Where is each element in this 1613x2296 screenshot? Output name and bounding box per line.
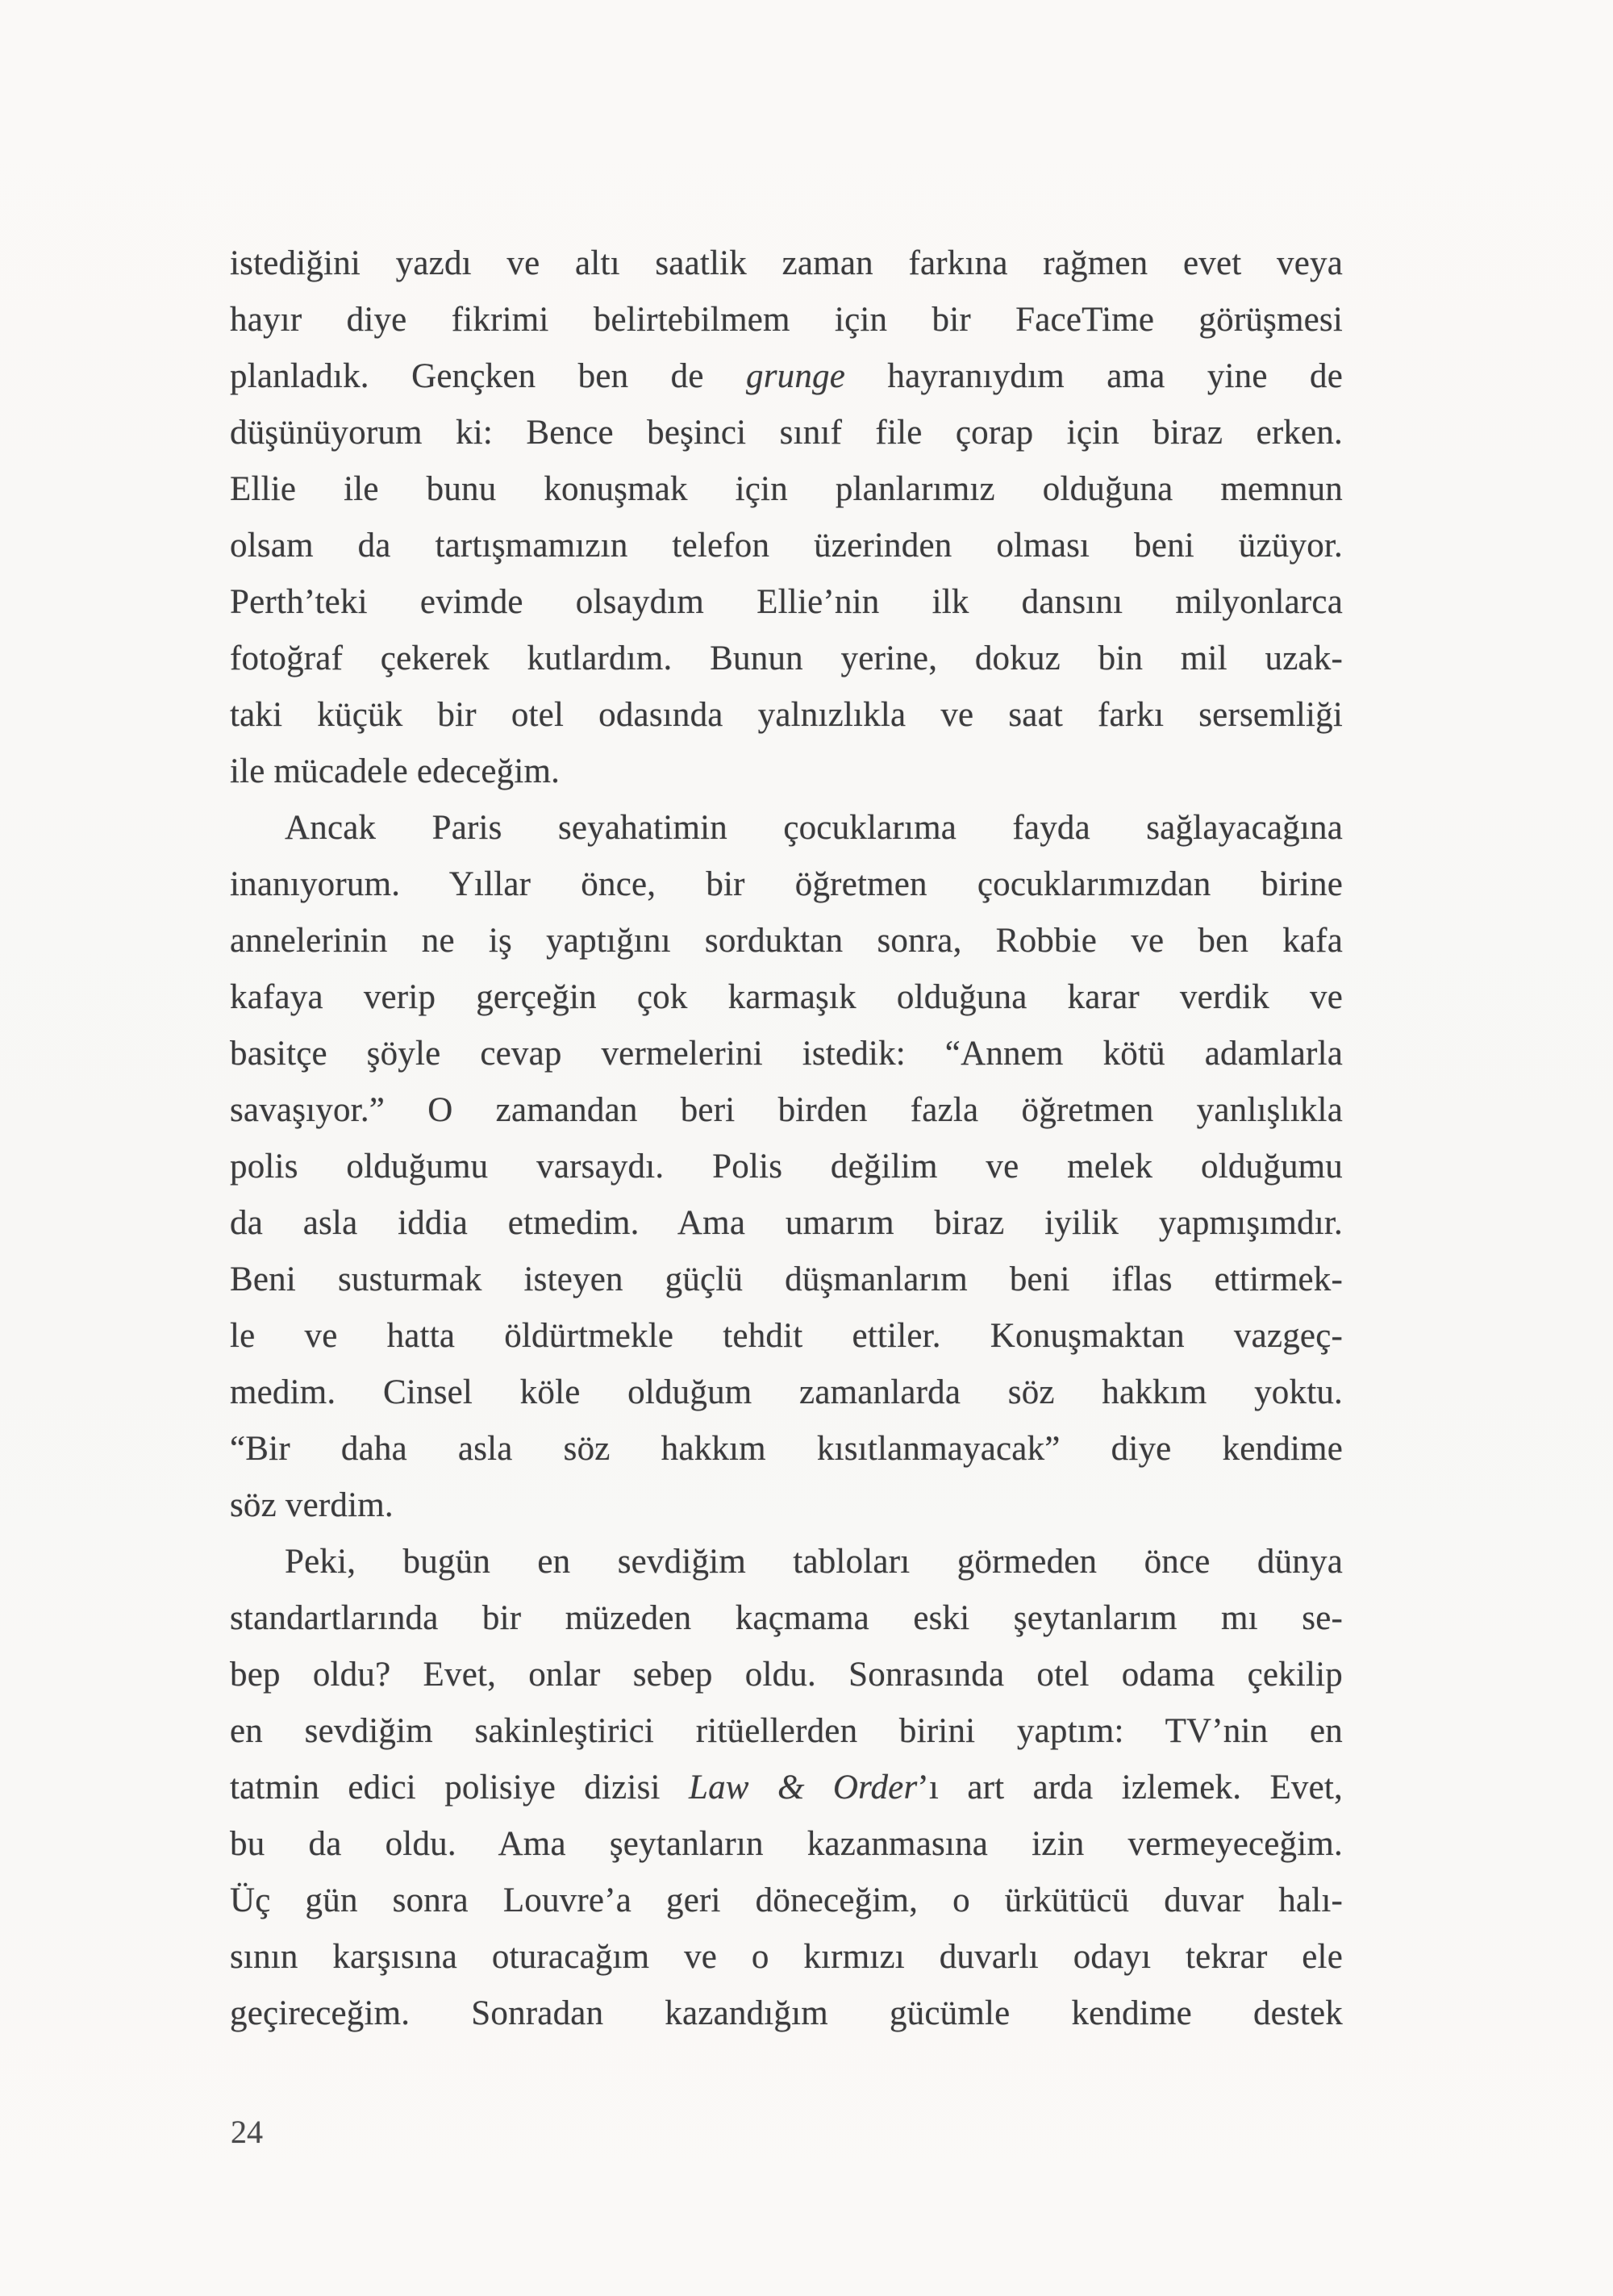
text-segment: ile mücadele edeceğim.	[230, 752, 561, 790]
text-line	[230, 800, 1343, 856]
text-line	[230, 969, 1343, 1026]
text-line	[230, 461, 1343, 518]
text-line	[230, 1308, 1343, 1365]
text-line	[230, 348, 1343, 405]
text-segment: “Bir daha asla söz hakkım kısıtlanmayacak” diye kendime	[230, 1430, 1343, 1468]
text-segment: fotoğraf çekerek kutlardım. Bunun yerine, dokuz bin mil uzak-	[230, 640, 1343, 677]
text-segment: olsam da tartışmamızın telefon üzerinden olması beni üzüyor.	[230, 527, 1343, 565]
italic-segment: grunge	[746, 357, 846, 395]
text-line	[230, 1703, 1343, 1760]
text-line	[230, 405, 1343, 461]
paragraph	[230, 800, 1343, 1534]
text-line	[230, 235, 1343, 292]
text-segment: en sevdiğim sakinleştirici ritüellerden birini yaptım: TV’nin en	[230, 1712, 1343, 1750]
text-segment: Ancak Paris seyahatimin çocuklarıma fayda sağlayacağına	[285, 809, 1343, 847]
text-line	[230, 913, 1343, 969]
text-line	[230, 1026, 1343, 1082]
text-segment: geçireceğim. Sonradan kazandığım gücümle kendime destek	[230, 1994, 1343, 2032]
text-block	[230, 235, 1343, 2042]
text-line	[230, 1816, 1343, 1873]
text-segment: standartlarında bir müzeden kaçmama eski şeytanlarım mı se-	[230, 1599, 1343, 1637]
text-line	[230, 1929, 1343, 1986]
text-segment: tatmin edici polisiye dizisi	[230, 1769, 689, 1806]
text-segment: polis olduğumu varsaydı. Polis değilim ve melek olduğumu	[230, 1148, 1343, 1186]
text-line	[230, 687, 1343, 744]
text-line	[230, 1195, 1343, 1252]
text-segment: planladık. Gençken ben de	[230, 357, 747, 395]
text-segment: bu da oldu. Ama şeytanların kazanmasına izin vermeyeceğim.	[230, 1825, 1343, 1863]
page-number: 24	[231, 2114, 263, 2150]
text-segment: Üç gün sonra Louvre’a geri döneceğim, o ürkütücü duvar halı-	[230, 1881, 1343, 1919]
text-line	[230, 1647, 1343, 1703]
text-segment: da asla iddia etmedim. Ama umarım biraz iyilik yapmışımdır.	[230, 1204, 1343, 1242]
paragraph	[230, 1534, 1343, 2042]
text-line	[230, 856, 1343, 913]
text-line	[230, 292, 1343, 348]
text-line	[230, 631, 1343, 687]
text-line	[230, 1252, 1343, 1308]
text-line	[230, 574, 1343, 631]
text-segment: hayranıydım ama yine de	[845, 357, 1343, 395]
text-segment: Perth’teki evimde olsaydım Ellie’nin ilk dansını milyonlarca	[230, 583, 1343, 621]
text-segment: düşünüyorum ki: Bence beşinci sınıf file çorap için biraz erken.	[230, 414, 1343, 452]
text-line	[230, 518, 1343, 574]
text-segment: medim. Cinsel köle olduğum zamanlarda söz hakkım yoktu.	[230, 1373, 1343, 1411]
text-line	[230, 1590, 1343, 1647]
italic-segment: Law & Order	[688, 1769, 918, 1806]
text-segment: Ellie ile bunu konuşmak için planlarımız olduğuna memnun	[230, 470, 1343, 508]
text-line	[230, 1534, 1343, 1590]
text-line	[230, 1986, 1343, 2042]
text-segment: Peki, bugün en sevdiğim tabloları görmeden önce dünya	[285, 1543, 1343, 1581]
text-line	[230, 1477, 1343, 1534]
text-segment: söz verdim.	[230, 1486, 394, 1524]
text-segment: annelerinin ne iş yaptığını sorduktan sonra, Robbie ve ben kafa	[230, 922, 1343, 960]
text-line	[230, 744, 1343, 800]
text-segment: Beni susturmak isteyen güçlü düşmanlarım beni iflas ettirmek-	[230, 1261, 1343, 1298]
text-line	[230, 1873, 1343, 1929]
text-segment: le ve hatta öldürtmekle tehdit ettiler. Konuşmaktan vazgeç-	[230, 1317, 1343, 1355]
text-line	[230, 1760, 1343, 1816]
text-line	[230, 1421, 1343, 1477]
text-segment: kafaya verip gerçeğin çok karmaşık olduğuna karar verdik ve	[230, 978, 1343, 1016]
text-line	[230, 1365, 1343, 1421]
paragraph	[230, 235, 1343, 800]
text-segment: savaşıyor.” O zamandan beri birden fazla öğretmen yanlışlıkla	[230, 1091, 1343, 1129]
text-segment: sının karşısına oturacağım ve o kırmızı duvarlı odayı tekrar ele	[230, 1938, 1343, 1976]
text-segment: istediğini yazdı ve altı saatlik zaman farkına rağmen evet veya	[230, 244, 1343, 282]
text-line	[230, 1082, 1343, 1139]
text-segment: basitçe şöyle cevap vermelerini istedik: “Annem kötü adamlarla	[230, 1035, 1343, 1073]
text-line	[230, 1139, 1343, 1195]
text-segment: inanıyorum. Yıllar önce, bir öğretmen çocuklarımızdan birine	[230, 865, 1343, 903]
text-segment: taki küçük bir otel odasında yalnızlıkla ve saat farkı sersemliği	[230, 696, 1343, 734]
text-segment: bep oldu? Evet, onlar sebep oldu. Sonrasında otel odama çekilip	[230, 1656, 1343, 1694]
text-segment: hayır diye fikrimi belirtebilmem için bir FaceTime görüşmesi	[230, 301, 1343, 339]
text-segment: ’ı art arda izlemek. Evet,	[917, 1769, 1343, 1806]
